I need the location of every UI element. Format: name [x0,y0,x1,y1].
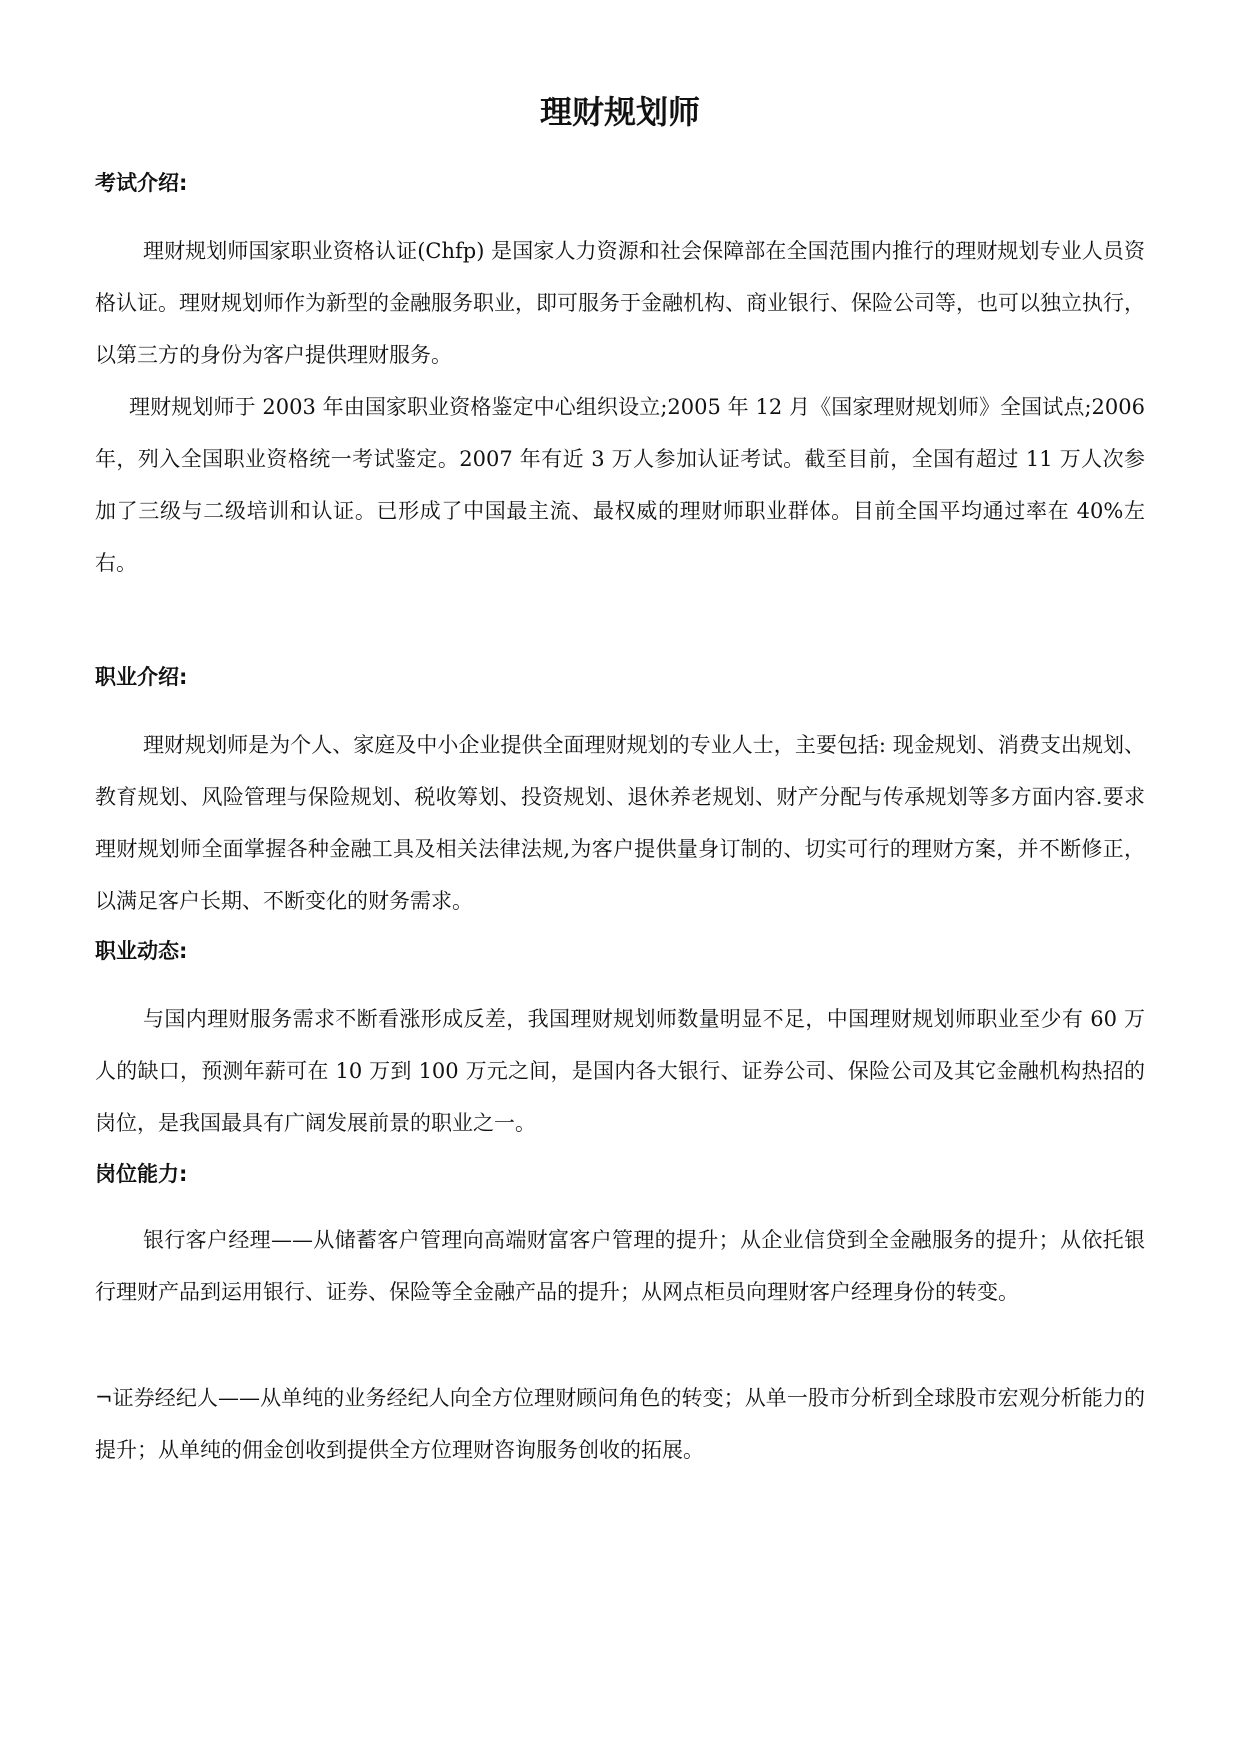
section-heading-exam-intro: 考试介绍: [95,171,188,195]
paragraph-career-trends: 与国内理财服务需求不断看涨形成反差，我国理财规划师数量明显不足，中国理财规划师职业至少有 60 万人的缺口，预测年薪可在 10 万到 100 万元之间，是国内各大银行、证券公司、保险公司及其它金融机构热招的岗位，是我国最具有广阔发展前景的职业之一。 [95,1007,1145,1135]
paragraph-career-intro: 理财规划师是为个人、家庭及中小企业提供全面理财规划的专业人士，主要包括: 现金规划、消费支出规划、教育规划、风险管理与保险规划、税收筹划、投资规划、退休养老规划、财产分配与传承规划等多方面内容.要求理财规划师全面掌握各种金融工具及相关法律法规,为客户提供量身订制的、切实可行的理财方案，并不断修正，以满足客户长期、不断变化的财务需求。 [95,733,1145,913]
paragraph-exam-intro-1: 理财规划师国家职业资格认证(Chfp) 是国家人力资源和社会保障部在全国范围内推行的理财规划专业人员资格认证。理财规划师作为新型的金融服务职业，即可服务于金融机构、商业银行、保险公司等，也可以独立执行，以第三方的身份为客户提供理财服务。 [95,239,1145,367]
page-title: 理财规划师 [539,93,700,131]
section-heading-job-ability: 岗位能力: [95,1162,188,1186]
paragraph-job-ability-bank: 银行客户经理——从储蓄客户管理向高端财富客户管理的提升；从企业信贷到全金融服务的提升；从依托银行理财产品到运用银行、证券、保险等全金融产品的提升；从网点柜员向理财客户经理身份的转变。 [95,1228,1145,1304]
paragraph-exam-intro-2: 理财规划师于 2003 年由国家职业资格鉴定中心组织设立;2005 年 12 月《国家理财规划师》全国试点;2006 年，列入全国职业资格统一考试鉴定。2007 年有近 3 万人参加认证考试。截至目前，全国有超过 11 万人次参加了三级与二级培训和认证。已形成了中国最主流、最权威的理财师职业群体。目前全国平均通过率在 40%左右。 [95,395,1145,575]
paragraph-job-ability-securities: ¬证券经纪人——从单纯的业务经纪人向全方位理财顾问角色的转变；从单一股市分析到全球股市宏观分析能力的提升；从单纯的佣金创收到提供全方位理财咨询服务创收的拓展。 [95,1386,1145,1462]
section-heading-career-intro: 职业介绍: [95,665,188,689]
section-heading-career-trends: 职业动态: [95,939,188,963]
